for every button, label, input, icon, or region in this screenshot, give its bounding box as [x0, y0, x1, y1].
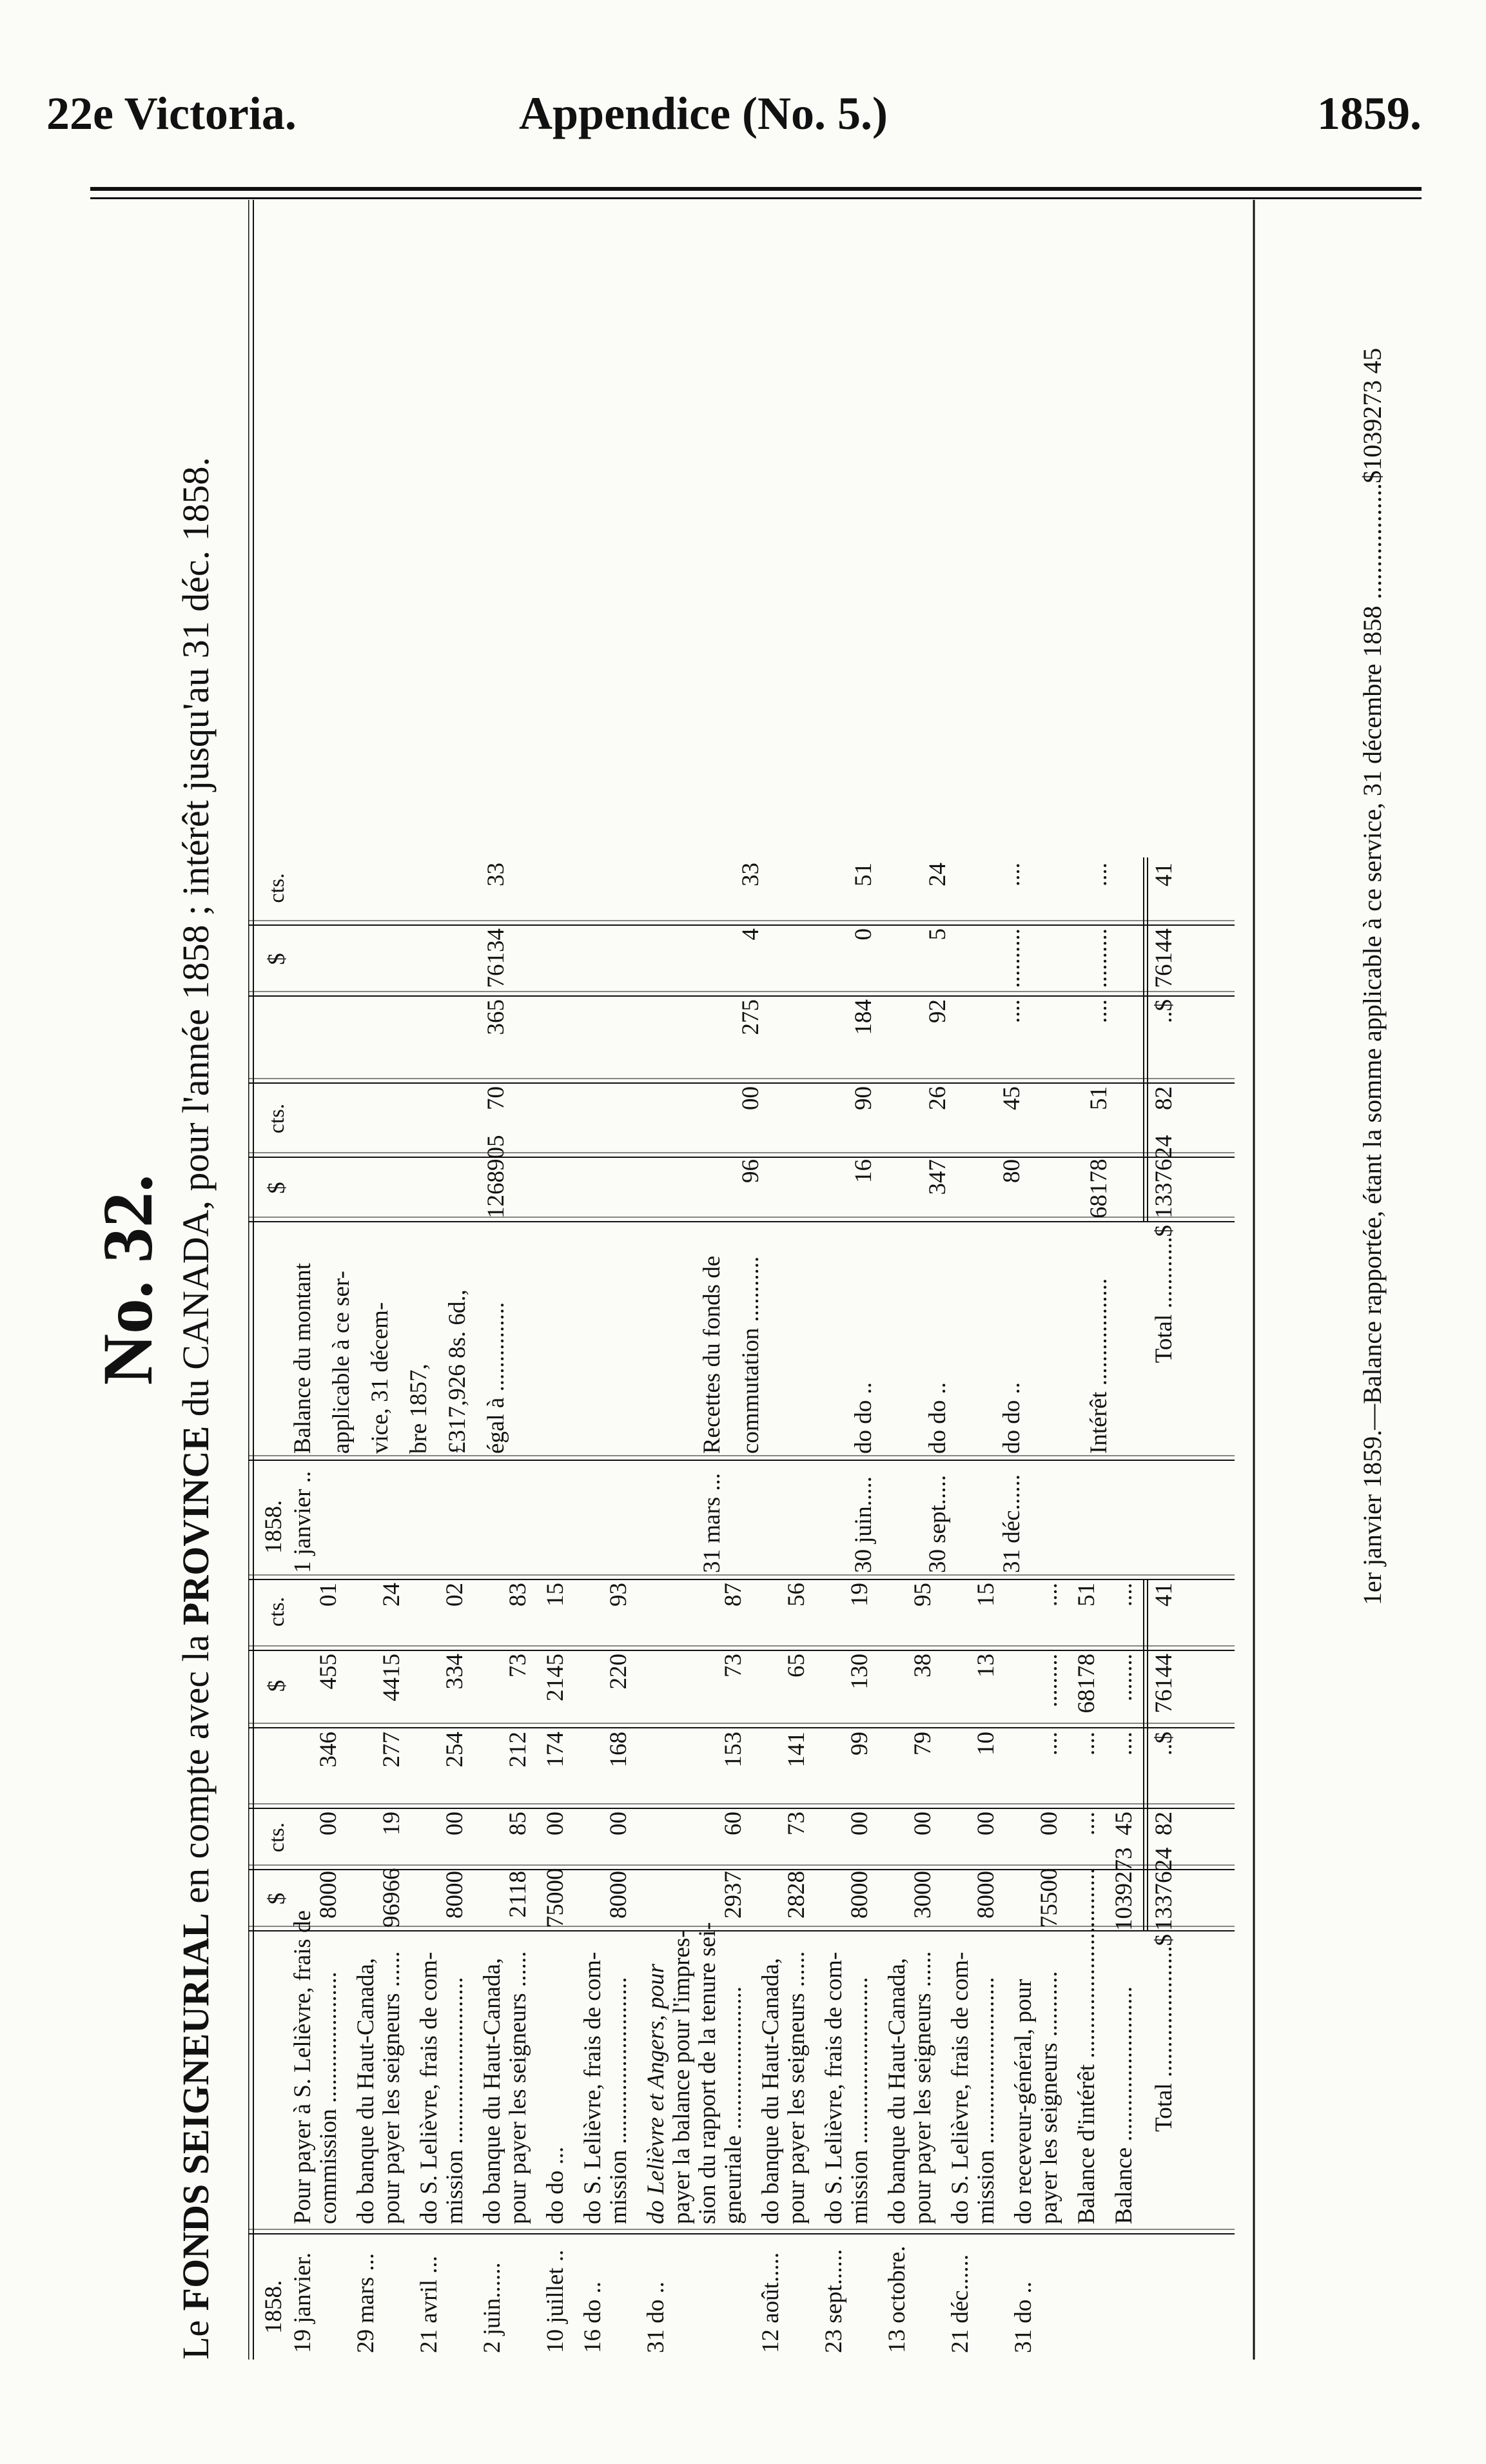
- document-number: No. 32.: [88, 1174, 167, 1385]
- title-province: PROVINCE: [175, 1425, 217, 1626]
- credit-entry-cents: 26: [924, 1086, 951, 1110]
- credit-entry-interest-dollars: 5: [924, 928, 951, 941]
- debit-balance-cents: 45: [1111, 1812, 1137, 1835]
- debit-entry-cents: 73: [783, 1812, 810, 1835]
- credit-entry-days: 365: [483, 999, 509, 1035]
- debit-entry-interest-dollars: 2145: [542, 1654, 569, 1701]
- debit-total-int-cents: 41: [1151, 1583, 1177, 1607]
- account-title: [174, 200, 217, 2360]
- debit-entry-cents: 85: [505, 1812, 531, 1835]
- title-fund: FONDS SEIGNEURIAL: [175, 1913, 217, 2311]
- debit-entry-interest-cents: 15: [973, 1583, 999, 1607]
- header-rule-thick: [90, 187, 1422, 191]
- credit-entry-interest-dollars: ..........: [999, 928, 1025, 988]
- credit-entry-description: £317,926 8s. 6d.,: [444, 1289, 471, 1454]
- debit-entry-date: 29 mars ...: [353, 2253, 379, 2353]
- credit-entry-dollars: 347: [924, 1159, 951, 1195]
- debit-entry-cents: 00: [605, 1812, 632, 1835]
- credit-cents-head: cts.: [265, 1103, 289, 1134]
- debit-entry-date: 21 avril ...: [416, 2255, 442, 2353]
- debit-entry-days: 141: [783, 1732, 810, 1768]
- credit-interest-label: Intérêt ..................: [1086, 1278, 1112, 1454]
- debit-entry-days: 153: [720, 1732, 747, 1768]
- credit-int-cents-head: cts.: [265, 873, 289, 903]
- credit-interest-cents: 51: [1086, 1086, 1112, 1110]
- debit-entry-interest-cents: 02: [442, 1583, 468, 1607]
- debit-total-dollars: 1337624: [1151, 1847, 1177, 1931]
- debit-interest-balance-int-cents: 51: [1073, 1583, 1100, 1607]
- credit-entry-dollars: 16: [850, 1159, 877, 1183]
- ledger-table: [248, 200, 1318, 2360]
- debit-entry-dollars: 3000: [910, 1871, 936, 1919]
- title-suffix: du CANADA, pour l'année 1858 ; intérêt jusqu'au 31 déc. 1858.: [175, 456, 217, 1426]
- debit-entry-days: 346: [315, 1732, 342, 1768]
- debit-entry-description: mission ............................: [973, 1977, 999, 2224]
- debit-entry-days: 254: [442, 1732, 468, 1768]
- credit-total-cents: 82: [1151, 1086, 1177, 1110]
- credit-entry-cents: 45: [999, 1086, 1025, 1110]
- credit-entry-interest-dollars: 4: [738, 928, 764, 941]
- credit-dollar-head: $: [264, 1182, 290, 1194]
- debit-entry-days: 212: [505, 1732, 531, 1768]
- debit-interest-balance-dollars: ..........: [1073, 1868, 1100, 1928]
- debit-entry-interest-dollars: 73: [505, 1654, 531, 1677]
- debit-balance-int-dollars: ........: [1111, 1654, 1137, 1701]
- credit-entry-interest-dollars: 0: [850, 928, 877, 941]
- debit-entry-interest-cents: 95: [910, 1583, 936, 1607]
- debit-entry-interest-dollars: 130: [846, 1654, 873, 1690]
- debit-entry-dollars: 75000: [542, 1868, 569, 1928]
- title-mid: en compte avec la: [175, 1625, 217, 1913]
- debit-entry-date: 12 août.....: [758, 2252, 784, 2353]
- credit-entry-description: bre 1857,: [406, 1364, 432, 1454]
- debit-entry-description: do receveur-général, pour: [1010, 1979, 1037, 2224]
- debit-entry-description: do S. Lelièvre, frais de com-: [947, 1951, 973, 2224]
- credit-entry-days: ....: [999, 999, 1025, 1023]
- debit-entry-dollars: 8000: [846, 1871, 873, 1919]
- debit-balance-int-cents: ....: [1111, 1583, 1137, 1607]
- debit-entry-cents: 00: [910, 1812, 936, 1835]
- debit-entry-dollars: 2937: [720, 1871, 747, 1919]
- credit-entry-description: applicable à ce ser-: [328, 1271, 355, 1454]
- debit-entry-dollars: 75500: [1036, 1868, 1062, 1928]
- title-prefix: Le: [175, 2311, 217, 2360]
- debit-entry-description: pour payer les seigneurs ......: [505, 1951, 531, 2224]
- debit-entry-description: do do ...: [542, 2146, 569, 2224]
- debit-interest-balance-days: ....: [1073, 1732, 1100, 1755]
- credit-entry-date: 31 mars ...: [699, 1472, 725, 1573]
- credit-entry-dollars: 1268905: [483, 1135, 509, 1218]
- credit-entry-interest-cents: ....: [999, 863, 1025, 886]
- debit-cents-head: cts.: [265, 1822, 289, 1853]
- header-appendix: Appendice (No. 5.): [519, 88, 888, 139]
- credit-entry-description: égal à ...............: [483, 1302, 509, 1454]
- debit-int-dollar-head: $: [264, 1679, 290, 1692]
- debit-entry-days: 168: [605, 1732, 632, 1768]
- debit-entry-description: pour payer les seigneurs ......: [910, 1951, 936, 2224]
- debit-entry-description: do S. Lelièvre, frais de com-: [416, 1951, 442, 2224]
- credit-entry-description: vice, 31 décem-: [367, 1302, 393, 1454]
- debit-entry-days: ....: [1036, 1732, 1062, 1755]
- header-year: 1859.: [1317, 88, 1422, 139]
- credit-total-int-dollars: 76144: [1151, 928, 1177, 988]
- debit-entry-date: 23 sept......: [821, 2249, 847, 2353]
- credit-entry-days: 184: [850, 999, 877, 1035]
- credit-entry-interest-dollars: 76134: [483, 928, 509, 988]
- debit-entry-dollars: 8000: [315, 1871, 342, 1919]
- debit-entry-interest-dollars: 220: [605, 1654, 632, 1690]
- debit-year-head: 1858.: [260, 2280, 287, 2334]
- debit-entry-interest-cents: 19: [846, 1583, 873, 1607]
- credit-entry-date: 31 déc......: [999, 1474, 1025, 1573]
- debit-entry-date: 13 octobre.: [884, 2245, 910, 2353]
- debit-total-days: ..$: [1151, 1732, 1177, 1755]
- debit-entry-days: 99: [846, 1732, 873, 1755]
- debit-entry-interest-dollars: 334: [442, 1654, 468, 1690]
- debit-entry-interest-cents: ....: [1036, 1583, 1062, 1607]
- debit-entry-description: mission ............................: [442, 1977, 468, 2224]
- credit-entry-interest-cents: 24: [924, 863, 951, 886]
- credit-entry-dollars: 96: [738, 1159, 764, 1183]
- credit-total-days: ..$: [1151, 999, 1177, 1023]
- debit-entry-interest-cents: 24: [378, 1583, 405, 1607]
- debit-entry-dollars: 8000: [605, 1871, 632, 1919]
- debit-entry-date: 10 juillet ..: [542, 2249, 569, 2353]
- debit-entry-description: do banque du Haut-Canada,: [353, 1957, 379, 2224]
- debit-entry-description: payer la balance pour l'impres-: [669, 1930, 695, 2224]
- debit-entry-interest-dollars: 73: [720, 1654, 747, 1677]
- debit-interest-balance-label: Balance d'intérêt ......................: [1073, 1927, 1100, 2224]
- debit-balance-days: ....: [1111, 1732, 1137, 1755]
- debit-entry-dollars: 2118: [505, 1871, 531, 1918]
- debit-balance-dollars: 1039273: [1111, 1847, 1137, 1931]
- debit-entry-date: 31 do ..: [643, 2282, 669, 2353]
- debit-entry-description: pour payer les seigneurs ......: [378, 1951, 405, 2224]
- footnote: 1er janvier 1859.—Balance rapportée, étant la somme applicable à ce service, 31 décembre 1858 ..................$1039273 45: [1358, 347, 1387, 1605]
- credit-total-dollars: 1337624: [1151, 1135, 1177, 1218]
- debit-entry-dollars: 8000: [973, 1871, 999, 1919]
- credit-entry-description: do do ..: [999, 1382, 1025, 1454]
- header-rule-thin: [90, 197, 1422, 199]
- debit-entry-interest-dollars: 13: [973, 1654, 999, 1677]
- debit-entry-date: 19 janvier.: [289, 2252, 316, 2353]
- credit-entry-description: do do ..: [850, 1382, 877, 1454]
- debit-entry-description: pour payer les seigneurs ......: [783, 1951, 810, 2224]
- credit-entry-description: do do ..: [924, 1382, 951, 1454]
- debit-entry-description: mission ............................: [846, 1977, 873, 2224]
- credit-interest-int-dollars: ..........: [1086, 928, 1112, 988]
- credit-entry-cents: 00: [738, 1086, 764, 1110]
- credit-entry-description: commutation ...........: [738, 1256, 764, 1454]
- debit-entry-cents: 00: [1036, 1812, 1062, 1835]
- debit-entry-interest-cents: 93: [605, 1583, 632, 1607]
- debit-entry-description: sion du rapport de la tenure sei-: [694, 1922, 721, 2224]
- credit-entry-days: 275: [738, 999, 764, 1035]
- debit-entry-cents: 00: [442, 1812, 468, 1835]
- debit-entry-days: 10: [973, 1732, 999, 1755]
- debit-entry-description: payer les seigneurs ...........: [1036, 1971, 1062, 2224]
- debit-entry-dollars: 2828: [783, 1871, 810, 1919]
- debit-entry-date: 16 do ..: [580, 2282, 606, 2353]
- credit-entry-cents: 90: [850, 1086, 877, 1110]
- header-session: 22e Victoria.: [46, 88, 297, 139]
- debit-dollar-head: $: [264, 1892, 290, 1905]
- debit-entry-dollars: 96966: [378, 1868, 405, 1928]
- credit-int-dollar-head: $: [264, 953, 290, 965]
- debit-interest-balance-cents: ....: [1073, 1812, 1100, 1835]
- debit-balance-label: Balance ..........................: [1111, 1986, 1137, 2224]
- debit-int-cents-head: cts.: [265, 1596, 289, 1627]
- debit-total-cents: 82: [1151, 1812, 1177, 1835]
- debit-total-int-dollars: 76144: [1151, 1654, 1177, 1714]
- credit-interest-days: ....: [1086, 999, 1112, 1023]
- debit-entry-dollars: 8000: [442, 1871, 468, 1919]
- debit-entry-cents: 00: [846, 1812, 873, 1835]
- rotated-page-content: [88, 200, 1451, 2360]
- credit-entry-date: 1 janvier ..: [289, 1471, 316, 1573]
- debit-entry-interest-cents: 83: [505, 1583, 531, 1607]
- debit-interest-balance-int-dollars: 68178: [1073, 1654, 1100, 1714]
- debit-entry-description: do S. Lelièvre, frais de com-: [821, 1951, 847, 2224]
- credit-entry-date: 30 juin.....: [850, 1476, 877, 1573]
- debit-entry-interest-cents: 56: [783, 1583, 810, 1607]
- credit-entry-interest-cents: 33: [738, 863, 764, 886]
- debit-entry-date: 2 juin......: [479, 2262, 505, 2353]
- debit-entry-interest-dollars: 4415: [378, 1654, 405, 1701]
- debit-entry-days: 174: [542, 1732, 569, 1768]
- debit-entry-description: do banque du Haut-Canada,: [884, 1957, 910, 2224]
- debit-entry-description: commission ......................: [315, 1971, 342, 2224]
- credit-entry-description: Recettes du fonds de: [699, 1255, 725, 1454]
- credit-entry-interest-cents: 33: [483, 863, 509, 886]
- debit-entry-cents: 00: [315, 1812, 342, 1835]
- debit-entry-interest-dollars: .........: [1036, 1654, 1062, 1708]
- debit-entry-cents: 19: [378, 1812, 405, 1835]
- credit-entry-days: 92: [924, 999, 951, 1023]
- credit-entry-cents: 70: [483, 1086, 509, 1110]
- credit-entry-dollars: 80: [999, 1159, 1025, 1183]
- debit-entry-interest-dollars: 455: [315, 1654, 342, 1690]
- debit-entry-interest-dollars: 38: [910, 1654, 936, 1677]
- credit-total-label: Total ............$: [1151, 1225, 1177, 1364]
- debit-entry-description: do S. Lelièvre, frais de com-: [580, 1951, 606, 2224]
- credit-entry-date: 30 sept.....: [924, 1474, 951, 1573]
- debit-entry-description: do banque du Haut-Canada,: [758, 1957, 784, 2224]
- debit-entry-description: do banque du Haut-Canada,: [479, 1957, 505, 2224]
- credit-total-int-cents: 41: [1151, 863, 1177, 886]
- debit-entry-interest-cents: 01: [315, 1583, 342, 1607]
- credit-entry-description: Balance du montant: [289, 1263, 316, 1454]
- debit-entry-cents: 00: [542, 1812, 569, 1835]
- debit-entry-description: Pour payer à S. Lelièvre, frais de: [289, 1910, 316, 2224]
- credit-interest-dollars: 68178: [1086, 1159, 1112, 1218]
- credit-entry-interest-cents: 51: [850, 863, 877, 886]
- debit-entry-cents: 60: [720, 1812, 747, 1835]
- debit-entry-date: 21 déc......: [947, 2254, 973, 2353]
- debit-entry-interest-dollars: 65: [783, 1654, 810, 1677]
- credit-year-head: 1858.: [260, 1500, 287, 1554]
- debit-total-label: Total ......................$: [1151, 1934, 1177, 2132]
- debit-entry-description: mission ............................: [605, 1977, 632, 2224]
- debit-entry-interest-cents: 87: [720, 1583, 747, 1607]
- debit-entry-description: gneuriale ........................: [720, 1986, 747, 2224]
- credit-interest-int-cents: ....: [1086, 863, 1112, 886]
- debit-entry-interest-cents: 15: [542, 1583, 569, 1607]
- debit-entry-date: 31 do ..: [1010, 2282, 1037, 2353]
- debit-entry-description: do Lelièvre et Angers, pour: [643, 1964, 669, 2224]
- debit-entry-days: 79: [910, 1732, 936, 1755]
- debit-entry-cents: 00: [973, 1812, 999, 1835]
- debit-entry-days: 277: [378, 1732, 405, 1768]
